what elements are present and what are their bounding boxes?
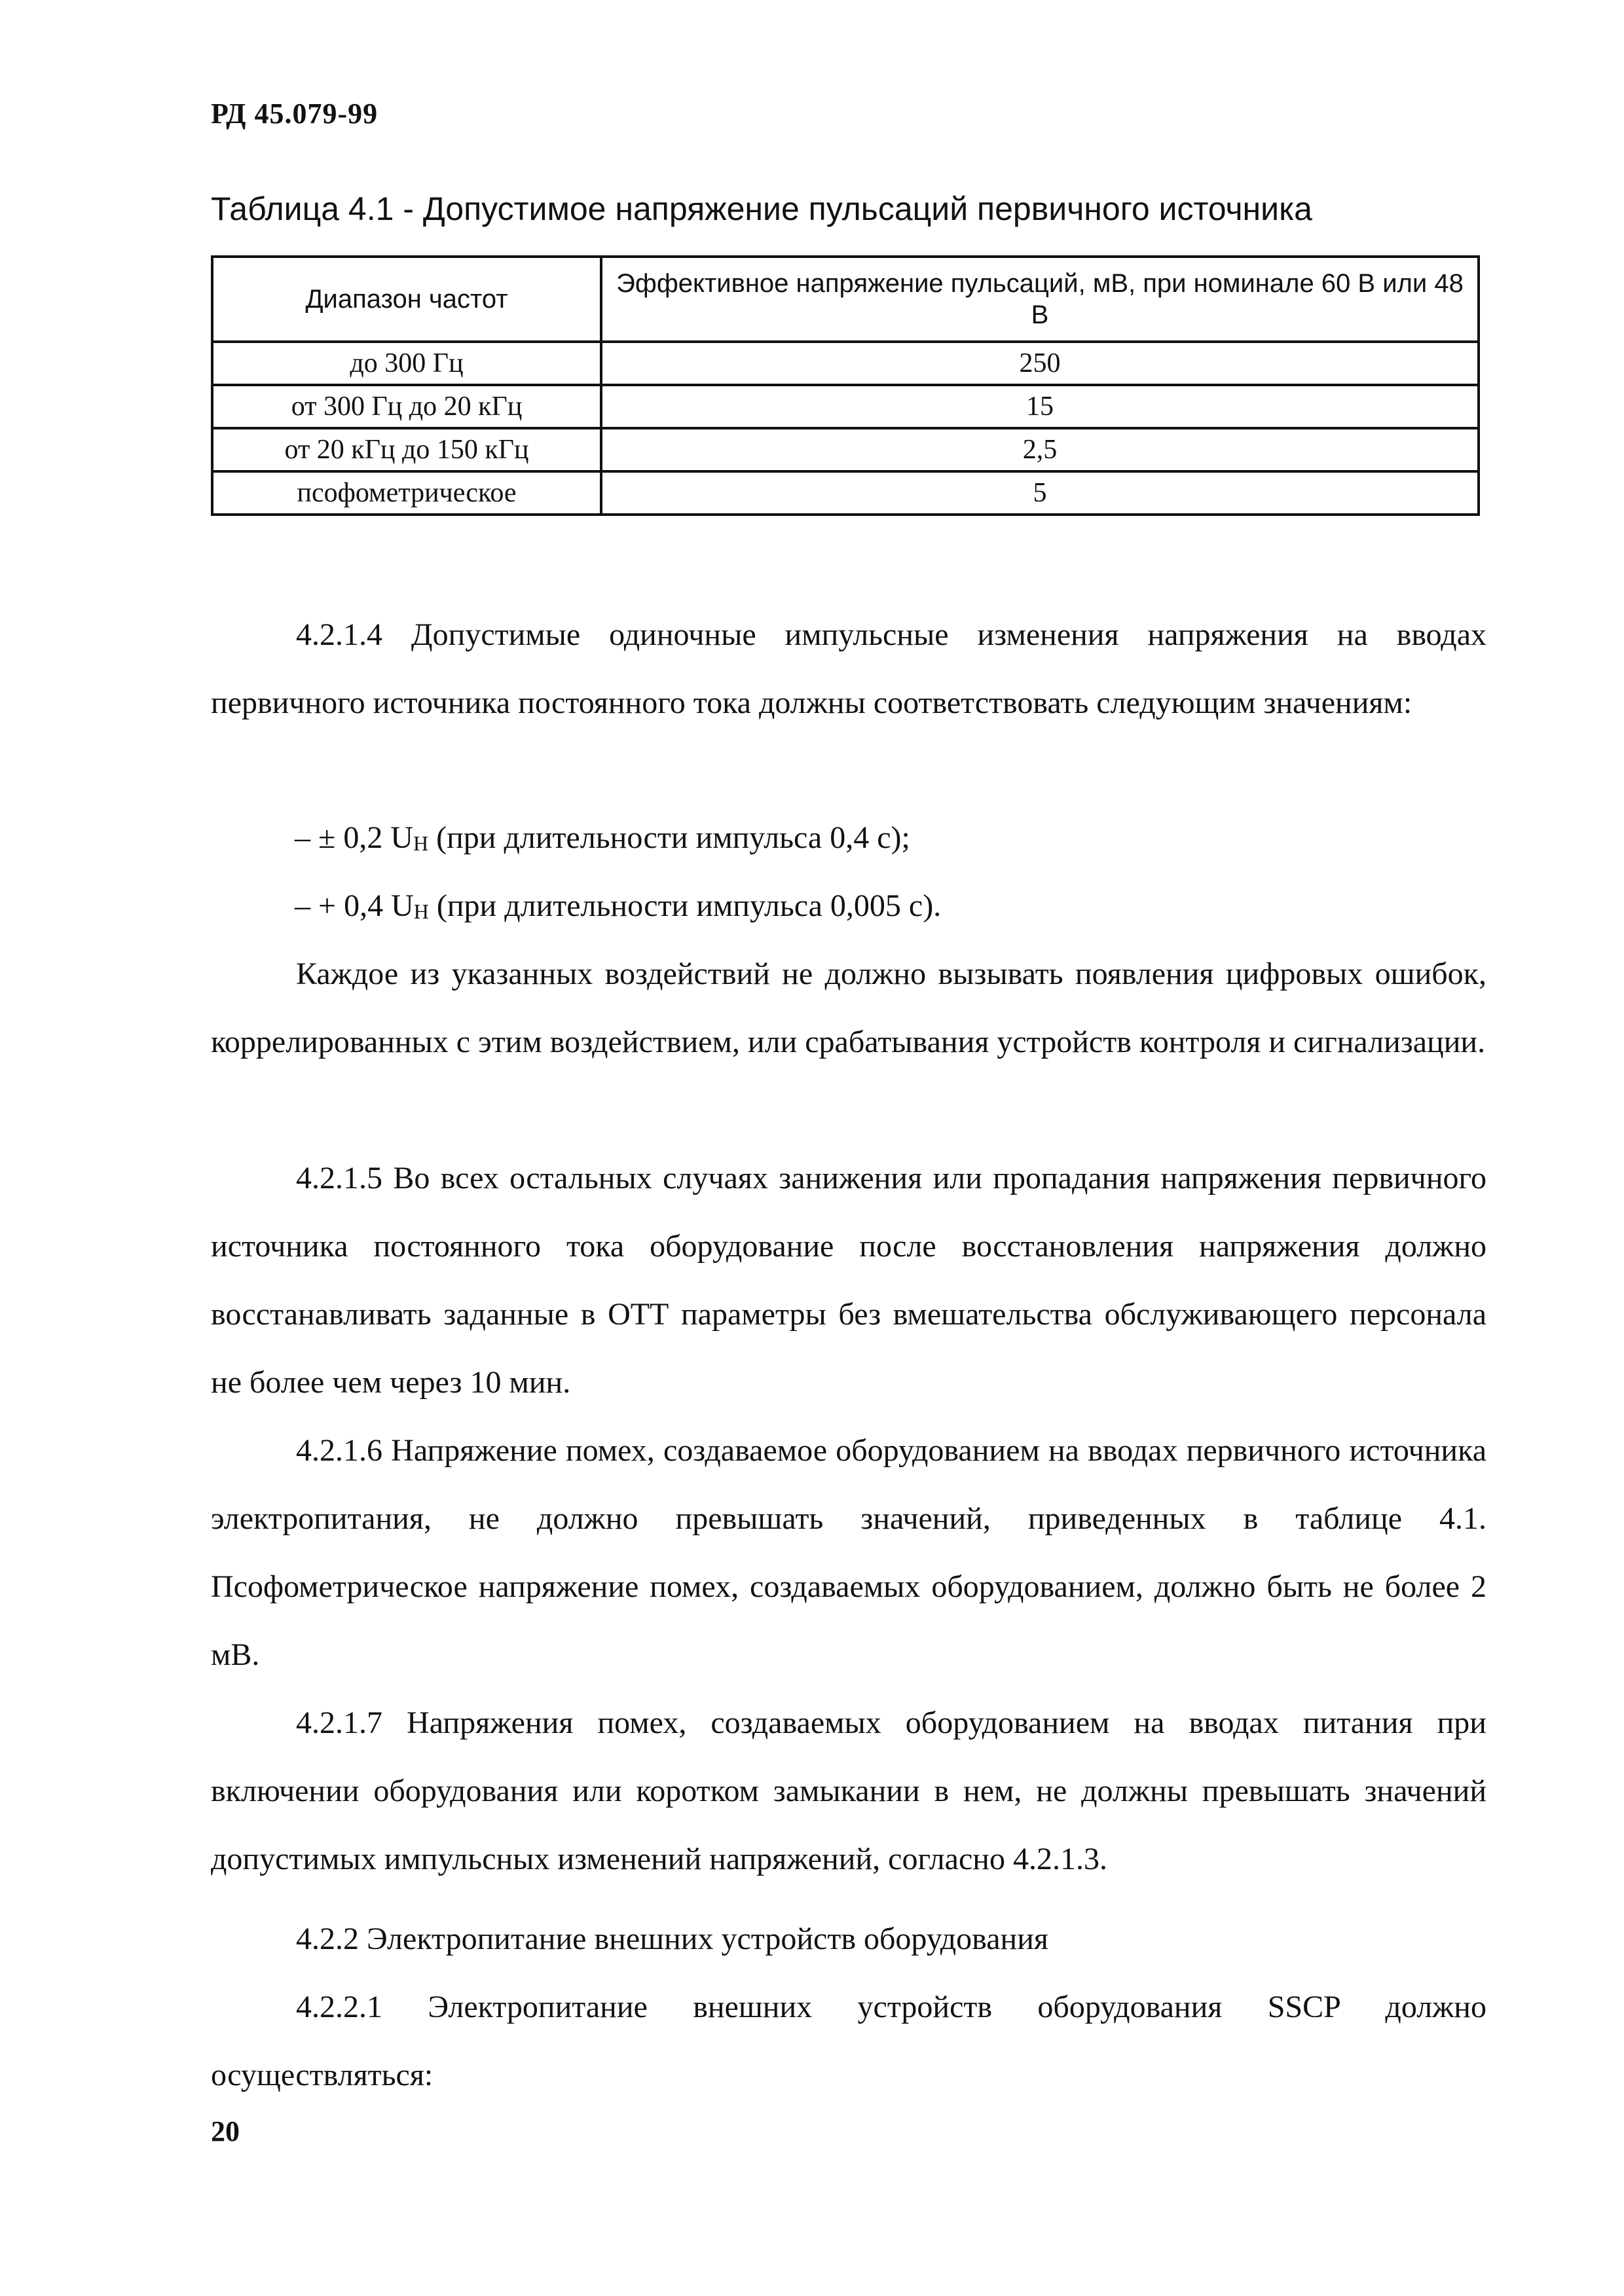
table-row xyxy=(212,385,1479,428)
paragraph-4-2-1-7: 4.2.1.7 Напряжения помех, создаваемых оборудованием на вводах питания при включении оборудования или коротком замыкании в нем, не должны превышать значений допустимых импульсных изменений напряжений, согласно 4.2.1.3. xyxy=(211,1705,1486,1876)
list-item-text: – ± 0,2 U xyxy=(295,820,414,855)
paragraph-each: Каждое из указанных воздействий не должно вызывать появления цифровых ошибок, коррелированных с этим воздействием, или срабатывания устройств контроля и сигнализации. xyxy=(211,957,1486,1059)
table-cell: 5 xyxy=(601,471,1479,515)
table-row xyxy=(212,471,1479,515)
list-item xyxy=(295,804,910,877)
paragraph-4-2-2-1: 4.2.2.1 Электропитание внешних устройств оборудования SSCP должно осуществляться: xyxy=(211,1990,1486,2092)
table-cell: от 20 кГц до 150 кГц xyxy=(212,428,601,471)
ripple-voltage-table xyxy=(211,255,1480,516)
table-cell: от 300 Гц до 20 кГц xyxy=(212,385,601,428)
list-item-text: – + 0,4 U xyxy=(295,888,414,923)
table-header-row xyxy=(212,257,1479,342)
table-cell: 2,5 xyxy=(601,428,1479,471)
paragraph-4-2-1-6: 4.2.1.6 Напряжение помех, создаваемое оборудованием на вводах первичного источника электропитания, не должно превышать значений, приведенных в таблице 4.1. Псофометрическое напряжение помех, создаваемых оборудованием, должно быть не более 2 мВ. xyxy=(211,1433,1486,1672)
table-cell: 250 xyxy=(601,342,1479,385)
table-row xyxy=(212,428,1479,471)
table-row xyxy=(212,342,1479,385)
list-item xyxy=(295,872,941,945)
page-number: 20 xyxy=(211,2115,240,2147)
list-item-text: (при длительности импульса 0,4 с); xyxy=(428,820,910,855)
paragraph-4-2-1-4: 4.2.1.4 Допустимые одиночные импульсные изменения напряжения на вводах первичного источника постоянного тока должны соответствовать следующим значениям: xyxy=(211,617,1486,720)
table-cell: псофометрическое xyxy=(212,471,601,515)
list-item-text: (при длительности импульса 0,005 с). xyxy=(428,888,942,923)
subscript: Н xyxy=(413,900,429,923)
table-caption: Таблица 4.1 - Допустимое напряжение пульсаций первичного источника xyxy=(211,191,1312,227)
table-cell: 15 xyxy=(601,385,1479,428)
section-heading-4-2-2: 4.2.2 Электропитание внешних устройств оборудования xyxy=(296,1922,1048,1956)
table-cell: до 300 Гц xyxy=(212,342,601,385)
column-header: Эффективное напряжение пульсаций, мВ, при номинале 60 В или 48 В xyxy=(601,257,1479,342)
paragraph-4-2-1-5: 4.2.1.5 Во всех остальных случаях занижения или пропадания напряжения первичного источника постоянного тока оборудование после восстановления напряжения должно восстанавливать заданные в ОТТ параметры без вмешательства обслуживающего персонала не более чем через 10 мин. xyxy=(211,1161,1486,1400)
document-code: РД 45.079-99 xyxy=(211,98,378,130)
subscript: Н xyxy=(413,831,429,855)
column-header: Диапазон частот xyxy=(212,257,601,342)
